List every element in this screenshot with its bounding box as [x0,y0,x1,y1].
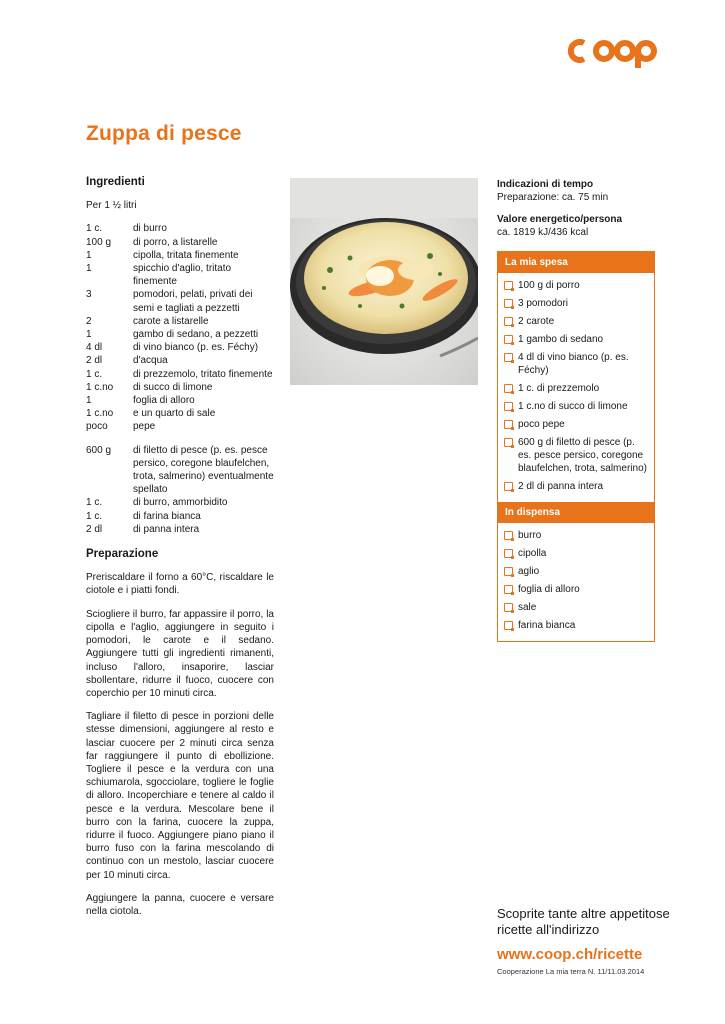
ingredient-row [86,236,274,249]
left-column [86,176,274,928]
time-info [497,178,655,204]
ingredient-description: gambo di sedano, a pezzetti [133,329,259,341]
ingredient-row [86,354,274,367]
ingredient-row [86,315,274,328]
ingredient-row [86,262,274,288]
ingredient-description: pomodori, pelati, privati dei semi e tagliati a pezzetti [133,289,253,314]
shopping-item-label: 4 dl di vino bianco (p. es. Féchy) [518,352,629,376]
pantry-item[interactable] [504,565,648,578]
checkbox-icon[interactable] [504,384,513,393]
preparation-step: Preriscaldare il forno a 60°C, riscaldare le ciotole e i piatti fondi. [86,572,274,597]
ingredient-description: di filetto di pesce (p. es. pesce persico, coregone blaufelchen, trota, salmerino) eventualmente spellato [133,444,274,496]
shopping-box [497,251,655,642]
checkbox-icon[interactable] [504,549,513,558]
shopping-item-label: 2 carote [518,316,555,327]
energy-info [497,213,655,239]
ingredient-quantity: 2 dl [86,355,103,367]
ingredient-description: spicchio d'aglio, tritato finemente [133,263,232,288]
ingredient-quantity: poco [86,421,108,433]
ingredient-row [86,328,274,341]
ingredient-description: di prezzemolo, tritato finemente [133,368,273,380]
ingredient-quantity: 1 c. [86,368,103,380]
ingredient-description: carote a listarelle [133,315,209,327]
checkbox-icon[interactable] [504,531,513,540]
ingredient-quantity: 1 c.no [86,381,114,393]
checkbox-icon[interactable] [504,603,513,612]
promo-link[interactable]: www.coop.ch/ricette [497,946,643,963]
ingredient-quantity: 1 [86,249,92,261]
ingredient-row [86,444,274,497]
ingredient-quantity: 1 [86,263,92,275]
checkbox-icon[interactable] [504,621,513,630]
shopping-item[interactable] [504,382,648,395]
ingredient-row [86,523,274,536]
ingredient-row [86,222,274,235]
pantry-item[interactable] [504,601,648,614]
ingredient-quantity: 4 dl [86,342,103,354]
preparation-steps [86,571,274,918]
time-value: Preparazione: ca. 75 min [497,192,609,203]
ingredient-description: di succo di limone [133,381,213,393]
ingredient-description: foglia di alloro [133,395,195,407]
ingredient-quantity: 1 [86,329,92,341]
promo-text: Scoprite tante altre appetitose ricette all'indirizzo [497,906,670,937]
ingredient-row [86,368,274,381]
checkbox-icon[interactable] [504,567,513,576]
shopping-item[interactable] [504,315,648,328]
pantry-item-label: foglia di alloro [518,584,580,595]
shopping-item[interactable] [504,297,648,310]
ingredient-description: cipolla, tritata finemente [133,249,239,261]
checkbox-icon[interactable] [504,438,513,447]
ingredient-description: di vino bianco (p. es. Féchy) [133,342,259,354]
ingredient-row [86,249,274,262]
ingredient-description: di farina bianca [133,510,201,522]
checkbox-icon[interactable] [504,317,513,326]
shopping-item-label: 1 c.no di succo di limone [518,401,628,412]
ingredient-row [86,288,274,314]
promo-block [497,906,697,976]
ingredient-quantity: 1 c.no [86,408,114,420]
shopping-item-label: 100 g di porro [518,280,580,291]
checkbox-icon[interactable] [504,402,513,411]
ingredient-quantity: 1 [86,395,92,407]
ingredient-row [86,381,274,394]
pantry-heading: In dispensa [498,502,654,523]
shopping-item-label: 1 c. di prezzemolo [518,383,600,394]
checkbox-icon[interactable] [504,353,513,362]
ingredient-quantity: 1 c. [86,223,103,235]
ingredient-quantity: 2 [86,315,92,327]
shopping-item[interactable] [504,480,648,493]
ingredient-row [86,341,274,354]
shopping-list [498,273,654,502]
ingredient-row [86,420,274,433]
ingredient-row [86,407,274,420]
time-heading: Indicazioni di tempo [497,179,594,190]
ingredient-description: e un quarto di sale [133,408,216,420]
ingredient-description: di burro, ammorbidito [133,497,228,509]
ingredient-group-gap [86,434,274,444]
pantry-item[interactable] [504,547,648,560]
right-column [497,178,655,642]
pantry-item[interactable] [504,583,648,596]
shopping-heading: La mia spesa [498,252,654,273]
ingredient-quantity: 100 g [86,236,112,248]
ingredient-row [86,496,274,509]
shopping-item[interactable] [504,400,648,413]
ingredient-quantity: 2 dl [86,523,103,535]
checkbox-icon[interactable] [504,420,513,429]
ingredient-quantity: 3 [86,289,92,301]
ingredient-quantity: 1 c. [86,510,103,522]
ingredient-description: pepe [133,421,156,433]
shopping-item[interactable] [504,418,648,431]
ingredient-quantity: 1 c. [86,497,103,509]
pantry-item[interactable] [504,529,648,542]
energy-heading: Valore energetico/persona [497,214,623,225]
checkbox-icon[interactable] [504,482,513,491]
shopping-item-label: 3 pomodori [518,298,569,309]
preparation-heading: Preparazione [86,548,159,561]
ingredient-description: di porro, a listarelle [133,236,218,248]
pantry-item-label: sale [518,602,537,613]
ingredient-row [86,394,274,407]
pantry-list [498,523,654,641]
fish-soup-photo [290,178,478,385]
pantry-item-label: aglio [518,566,540,577]
checkbox-icon[interactable] [504,335,513,344]
pantry-item-label: farina bianca [518,620,576,631]
ingredient-description: d'acqua [133,355,168,367]
shopping-item[interactable] [504,436,648,475]
ingredient-row [86,510,274,523]
ingredient-quantity: 600 g [86,444,112,456]
checkbox-icon[interactable] [504,281,513,290]
shopping-item-label: 1 gambo di sedano [518,334,604,345]
shopping-item-label: 600 g di filetto di pesce (p. es. pesce persico, coregone blaufelchen, trota, salmerino) [518,437,647,474]
shopping-item-label: poco pepe [518,419,565,430]
recipe-title: Zuppa di pesce [86,122,242,145]
pantry-item-label: burro [518,530,542,541]
serving-size: Per 1 ½ litri [86,200,137,212]
ingredients-heading: Ingredienti [86,176,145,188]
shopping-item[interactable] [504,279,648,292]
ingredient-description: di panna intera [133,523,200,535]
pantry-item[interactable] [504,619,648,632]
preparation-step: Tagliare il filetto di pesce in porzioni delle stesse dimensioni, aggiungere al resto e lasciar cuocere per 2 minuti circa senza far raggiungere il punto di ebollizione. Togliere il pesce e la verdura con una schiumarola, sgocciolare, togliere le foglie di alloro. Incoperchiare e tenere al caldo il pesce e la verdura. Mescolare bene il burro con la farina, cuocere la zuppa, ridurre il fuoco. Aggiungere piano piano il burro fuso con la farina mescolando di continuo con un mestolo, lasciar cuocere per 10 minuti circa. [86,711,274,881]
checkbox-icon[interactable] [504,299,513,308]
ingredients-list [86,222,274,536]
shopping-item-label: 2 dl di panna intera [518,481,604,492]
ingredient-description: di burro [133,223,167,235]
coop-logo [568,34,658,68]
pantry-item-label: cipolla [518,548,547,559]
preparation-step: Aggiungere la panna, cuocere e versare nella ciotola. [86,892,274,917]
shopping-item[interactable] [504,351,648,377]
publication-reference: Cooperazione La mia terra N. 11/11.03.2014 [497,967,645,976]
energy-value: ca. 1819 kJ/436 kcal [497,227,589,238]
preparation-step: Sciogliere il burro, far appassire il porro, la cipolla e l'aglio, aggiungere in seguito i pomodori, le carote e il sedano. Aggiungere tutti gli ingredienti rimanenti, incluso l'alloro, insaporire, lasciar sbollentare, ridurre il fuoco, cuocere con coperchio per 10 minuti circa. [86,608,274,699]
checkbox-icon[interactable] [504,585,513,594]
shopping-item[interactable] [504,333,648,346]
